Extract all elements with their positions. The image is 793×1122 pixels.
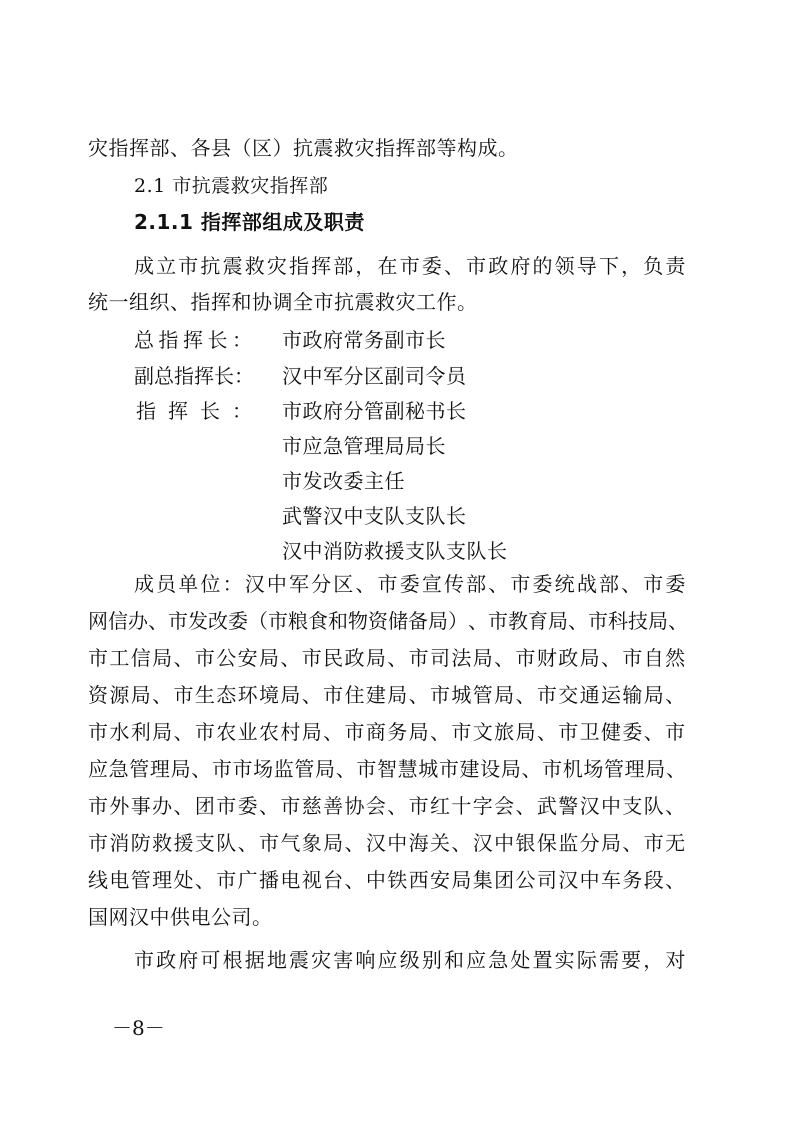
director-label-char: 长 xyxy=(200,399,220,423)
section-heading: 2.1 市抗震救灾指挥部 xyxy=(134,175,329,197)
closing-line: 市 政 府 可 根 据 地 震 灾 害 响 应 级 别 和 应 急 处 置 实 际 需 要 ， 对 xyxy=(134,948,686,972)
director-label xyxy=(134,399,252,423)
commander-label-char: 长 xyxy=(207,328,228,352)
director-value: 汉中消防救援支队支队长 xyxy=(282,539,508,563)
deputy-commander-label: 副总指挥长： xyxy=(134,364,254,388)
member-units-line: 网 信 办 、 市 发 改 委 （ 市 粮 食 和 物 资 储 备 局 ） 、 市 教 育 局 、 市 科 技 局 、 xyxy=(88,609,688,633)
commander-label xyxy=(134,328,252,352)
commander-label-char: 总 xyxy=(134,328,154,352)
commander-label-char: 挥 xyxy=(183,328,203,352)
director-value: 市应急管理局局长 xyxy=(282,434,446,458)
commander-label-char: 指 xyxy=(158,328,179,352)
member-units-line: 市 外 事 办 、 团 市 委 、 市 慈 善 协 会 、 市 红 十 字 会 、 武 警 汉 中 支 队 、 xyxy=(88,794,686,818)
intro-line-1: 成 立 市 抗 震 救 灾 指 挥 部 ， 在 市 委 、 市 政 府 的 领 导 下 ， 负 责 xyxy=(134,254,686,278)
director-value: 市发改委主任 xyxy=(282,469,405,493)
member-units-line: 线 电 管 理 处 、 市 广 播 电 视 台 、 中 铁 西 安 局 集 团 公 司 汉 中 车 务 段 、 xyxy=(88,868,686,892)
paragraph-continuation: 灾指挥部、各县（区）抗震救灾指挥部等构成。 xyxy=(88,136,519,160)
deputy-commander-value: 汉中军分区副司令员 xyxy=(282,364,467,388)
director-value: 武警汉中支队支队长 xyxy=(282,504,467,528)
intro-line-2: 统一组织、指挥和协调全市抗震救灾工作。 xyxy=(88,290,478,314)
subsection-heading: 2.1.1 指挥部组成及职责 xyxy=(134,210,365,234)
member-units-line: 应 急 管 理 局 、 市 市 场 监 管 局 、 市 智 慧 城 市 建 设 局 、 市 机 场 管 理 局 、 xyxy=(88,757,686,781)
member-units-line: 成 员 单 位 ： 汉 中 军 分 区 、 市 委 宣 传 部 、 市 委 统 战 部 、 市 委 xyxy=(134,572,686,596)
member-units-line: 资 源 局 、 市 生 态 环 境 局 、 市 住 建 局 、 市 城 管 局 、 市 交 通 运 输 局 、 xyxy=(88,683,686,707)
director-label-char: 挥 xyxy=(168,399,188,423)
commander-label-char: ： xyxy=(232,328,252,352)
page-number: －8－ xyxy=(112,1016,165,1040)
member-units-line: 市 消 防 救 援 支 队 、 市 气 象 局 、 汉 中 海 关 、 汉 中 银 保 监 分 局 、 市 无 xyxy=(88,831,686,855)
director-label-char: ： xyxy=(232,399,252,423)
director-value: 市政府分管副秘书长 xyxy=(282,399,467,423)
member-units-line: 市 工 信 局 、 市 公 安 局 、 市 民 政 局 、 市 司 法 局 、 市 财 政 局 、 市 自 然 xyxy=(88,646,686,670)
member-units-line: 国网汉中供电公司。 xyxy=(88,905,273,929)
commander-value: 市政府常务副市长 xyxy=(282,328,446,352)
director-label-char: 指 xyxy=(136,399,156,423)
member-units-line: 市 水 利 局 、 市 农 业 农 村 局 、 市 商 务 局 、 市 文 旅 局 、 市 卫 健 委 、 市 xyxy=(88,720,686,744)
